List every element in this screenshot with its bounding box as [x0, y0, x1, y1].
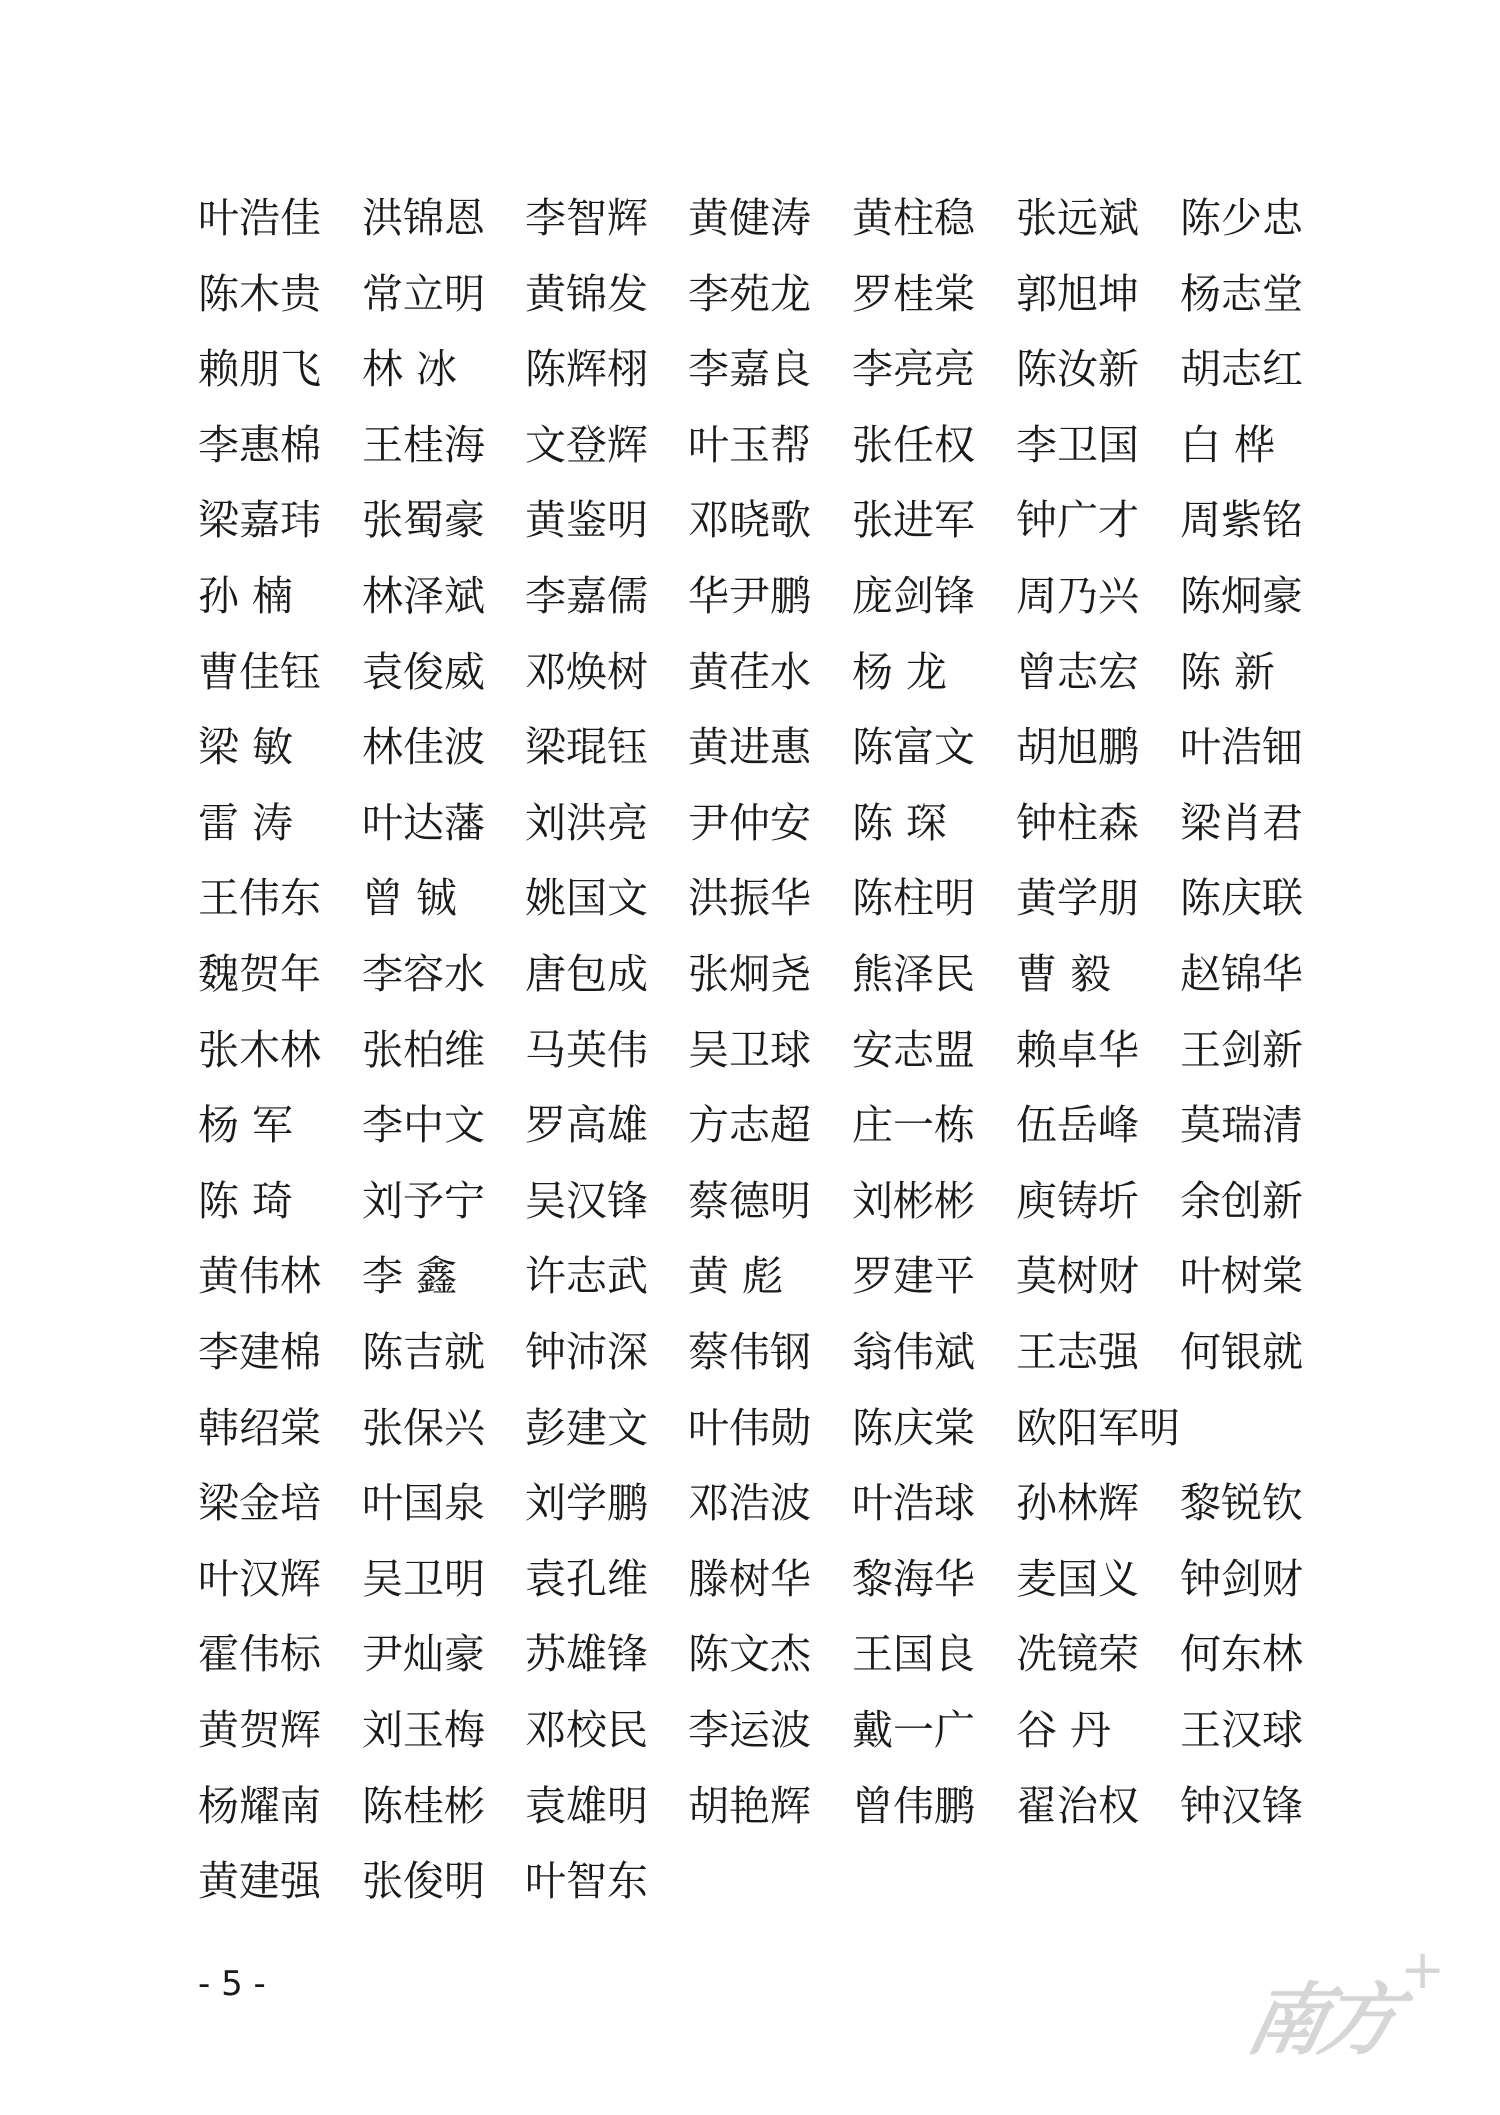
name-entry: 孙 楠 [198, 572, 294, 620]
name-entry: 钟剑财 [1180, 1555, 1303, 1603]
name-entry: 杨 龙 [852, 648, 948, 696]
name-entry: 叶浩球 [852, 1479, 975, 1527]
name-entry: 吴汉锋 [525, 1177, 648, 1225]
name-entry: 方志超 [688, 1101, 811, 1149]
name-entry: 叶树棠 [1180, 1252, 1303, 1300]
name-entry: 陈 琛 [852, 799, 948, 847]
page-number: - 5 - [198, 1964, 266, 2004]
name-entry: 罗高雄 [525, 1101, 648, 1149]
name-entry: 叶达藩 [362, 799, 485, 847]
name-entry: 陈木贵 [198, 270, 321, 318]
name-entry: 罗桂棠 [852, 270, 975, 318]
name-entry: 罗建平 [852, 1252, 975, 1300]
name-entry: 冼镜荣 [1016, 1630, 1139, 1678]
name-entry: 欧阳军明 [1016, 1404, 1180, 1452]
name-entry: 胡旭鹏 [1016, 723, 1139, 771]
nanfang-plus-logo-watermark [1238, 1938, 1446, 2088]
name-entry: 李嘉儒 [525, 572, 648, 620]
name-entry: 梁琨钰 [525, 723, 648, 771]
name-entry: 郭旭坤 [1016, 270, 1139, 318]
name-entry: 曹 毅 [1016, 950, 1112, 998]
name-entry: 袁俊威 [362, 648, 485, 696]
watermark-plus-mark: + [1400, 1938, 1446, 2001]
name-entry: 陈 新 [1180, 648, 1276, 696]
name-entry: 黄进惠 [688, 723, 811, 771]
name-entry: 莫树财 [1016, 1252, 1139, 1300]
name-entry: 陈汝新 [1016, 345, 1139, 393]
name-entry: 庾铸圻 [1016, 1177, 1139, 1225]
name-entry: 伍岳峰 [1016, 1101, 1139, 1149]
name-entry: 翟治权 [1016, 1782, 1139, 1830]
name-entry: 曾伟鹏 [852, 1782, 975, 1830]
name-entry: 李建棉 [198, 1328, 321, 1376]
name-entry: 黄学朋 [1016, 874, 1139, 922]
name-entry: 袁孔维 [525, 1555, 648, 1603]
name-entry: 滕树华 [688, 1555, 811, 1603]
name-entry: 莫瑞清 [1180, 1101, 1303, 1149]
name-entry: 唐包成 [525, 950, 648, 998]
name-entry: 韩绍棠 [198, 1404, 321, 1452]
name-entry: 林 冰 [362, 345, 458, 393]
name-entry: 吴卫球 [688, 1026, 811, 1074]
name-entry: 张进军 [852, 496, 975, 544]
name-entry: 叶伟勋 [688, 1404, 811, 1452]
name-entry: 李容水 [362, 950, 485, 998]
name-entry: 黄 彪 [688, 1252, 784, 1300]
name-entry: 刘予宁 [362, 1177, 485, 1225]
name-entry: 刘玉梅 [362, 1706, 485, 1754]
name-entry: 尹仲安 [688, 799, 811, 847]
name-entry: 邓校民 [525, 1706, 648, 1754]
name-entry: 张蜀豪 [362, 496, 485, 544]
name-entry: 黄建强 [198, 1857, 321, 1905]
name-entry: 叶国泉 [362, 1479, 485, 1527]
name-entry: 庞剑锋 [852, 572, 975, 620]
name-entry: 赵锦华 [1180, 950, 1303, 998]
name-entry: 钟柱森 [1016, 799, 1139, 847]
name-entry: 张炯尧 [688, 950, 811, 998]
name-entry: 陈 琦 [198, 1177, 294, 1225]
name-entry: 李 鑫 [362, 1252, 458, 1300]
name-entry: 李智辉 [525, 194, 648, 242]
name-entry: 陈炯豪 [1180, 572, 1303, 620]
name-entry: 洪锦恩 [362, 194, 485, 242]
name-entry: 王汉球 [1180, 1706, 1303, 1754]
name-entry: 黄贺辉 [198, 1706, 321, 1754]
name-entry: 赖卓华 [1016, 1026, 1139, 1074]
name-entry: 叶玉帮 [688, 421, 811, 469]
name-entry: 叶浩佳 [198, 194, 321, 242]
name-entry: 李卫国 [1016, 421, 1139, 469]
name-entry: 白 桦 [1180, 421, 1276, 469]
name-entry: 黄伟林 [198, 1252, 321, 1300]
name-entry: 钟沛深 [525, 1328, 648, 1376]
name-entry: 刘学鹏 [525, 1479, 648, 1527]
name-entry: 黄柱稳 [852, 194, 975, 242]
name-entry: 安志盟 [852, 1026, 975, 1074]
name-entry: 蔡德明 [688, 1177, 811, 1225]
name-entry: 叶智东 [525, 1857, 648, 1905]
name-entry: 张保兴 [362, 1404, 485, 1452]
name-entry: 曾志宏 [1016, 648, 1139, 696]
name-entry: 袁雄明 [525, 1782, 648, 1830]
name-entry: 林泽斌 [362, 572, 485, 620]
name-entry: 何东林 [1180, 1630, 1303, 1678]
name-entry: 赖朋飞 [198, 345, 321, 393]
name-entry: 尹灿豪 [362, 1630, 485, 1678]
name-entry: 钟广才 [1016, 496, 1139, 544]
name-entry: 王桂海 [362, 421, 485, 469]
name-entry: 梁嘉玮 [198, 496, 321, 544]
name-entry: 陈庆联 [1180, 874, 1303, 922]
name-entry: 黎锐钦 [1180, 1479, 1303, 1527]
name-entry: 陈庆棠 [852, 1404, 975, 1452]
name-entry: 林佳波 [362, 723, 485, 771]
name-entry: 邓焕树 [525, 648, 648, 696]
name-entry: 邓晓歌 [688, 496, 811, 544]
name-entry: 何银就 [1180, 1328, 1303, 1376]
name-entry: 彭建文 [525, 1404, 648, 1452]
name-entry: 陈桂彬 [362, 1782, 485, 1830]
name-entry: 王志强 [1016, 1328, 1139, 1376]
name-entry: 翁伟斌 [852, 1328, 975, 1376]
name-entry: 洪振华 [688, 874, 811, 922]
name-entry: 华尹鹏 [688, 572, 811, 620]
name-entry: 李亮亮 [852, 345, 975, 393]
name-entry: 张柏维 [362, 1026, 485, 1074]
name-entry: 马英伟 [525, 1026, 648, 1074]
name-entry: 陈吉就 [362, 1328, 485, 1376]
name-entry: 王国良 [852, 1630, 975, 1678]
name-entry: 杨 军 [198, 1101, 294, 1149]
name-entry: 叶浩钿 [1180, 723, 1303, 771]
name-entry: 余创新 [1180, 1177, 1303, 1225]
name-entry: 周紫铭 [1180, 496, 1303, 544]
name-entry: 庄一栋 [852, 1101, 975, 1149]
name-entry: 苏雄锋 [525, 1630, 648, 1678]
name-entry: 梁 敏 [198, 723, 294, 771]
name-entry: 姚国文 [525, 874, 648, 922]
name-entry: 张俊明 [362, 1857, 485, 1905]
name-entry: 陈文杰 [688, 1630, 811, 1678]
name-entry: 李嘉良 [688, 345, 811, 393]
name-entry: 黄鉴明 [525, 496, 648, 544]
name-entry: 陈柱明 [852, 874, 975, 922]
name-entry: 孙林辉 [1016, 1479, 1139, 1527]
name-entry: 霍伟标 [198, 1630, 321, 1678]
name-entry: 吴卫明 [362, 1555, 485, 1603]
name-entry: 陈少忠 [1180, 194, 1303, 242]
name-entry: 胡艳辉 [688, 1782, 811, 1830]
name-entry: 叶汉辉 [198, 1555, 321, 1603]
name-entry: 曾 铖 [362, 874, 458, 922]
name-entry: 雷 涛 [198, 799, 294, 847]
name-entry: 陈辉栩 [525, 345, 648, 393]
name-entry: 梁肖君 [1180, 799, 1303, 847]
name-entry: 许志武 [525, 1252, 648, 1300]
name-entry: 杨志堂 [1180, 270, 1303, 318]
watermark-logo-text: 南方 [1238, 1975, 1403, 2066]
name-entry: 常立明 [362, 270, 485, 318]
name-entry: 陈富文 [852, 723, 975, 771]
name-entry: 文登辉 [525, 421, 648, 469]
name-entry: 谷 丹 [1016, 1706, 1112, 1754]
name-entry: 胡志红 [1180, 345, 1303, 393]
name-entry: 李中文 [362, 1101, 485, 1149]
name-entry: 张木林 [198, 1026, 321, 1074]
name-entry: 王伟东 [198, 874, 321, 922]
name-entry: 魏贺年 [198, 950, 321, 998]
name-entry: 熊泽民 [852, 950, 975, 998]
name-entry: 邓浩波 [688, 1479, 811, 1527]
name-entry: 李惠棉 [198, 421, 321, 469]
name-entry: 张任权 [852, 421, 975, 469]
name-entry: 梁金培 [198, 1479, 321, 1527]
name-entry: 麦国义 [1016, 1555, 1139, 1603]
name-entry: 钟汉锋 [1180, 1782, 1303, 1830]
name-entry: 黎海华 [852, 1555, 975, 1603]
name-entry: 黄锦发 [525, 270, 648, 318]
name-entry: 王剑新 [1180, 1026, 1303, 1074]
name-entry: 刘彬彬 [852, 1177, 975, 1225]
name-entry: 李苑龙 [688, 270, 811, 318]
name-entry: 黄健涛 [688, 194, 811, 242]
name-entry: 李运波 [688, 1706, 811, 1754]
name-entry: 戴一广 [852, 1706, 975, 1754]
name-entry: 张远斌 [1016, 194, 1139, 242]
name-entry: 杨耀南 [198, 1782, 321, 1830]
name-entry: 刘洪亮 [525, 799, 648, 847]
name-entry: 周乃兴 [1016, 572, 1139, 620]
name-entry: 黄荏水 [688, 648, 811, 696]
name-entry: 蔡伟钢 [688, 1328, 811, 1376]
name-entry: 曹佳钰 [198, 648, 321, 696]
